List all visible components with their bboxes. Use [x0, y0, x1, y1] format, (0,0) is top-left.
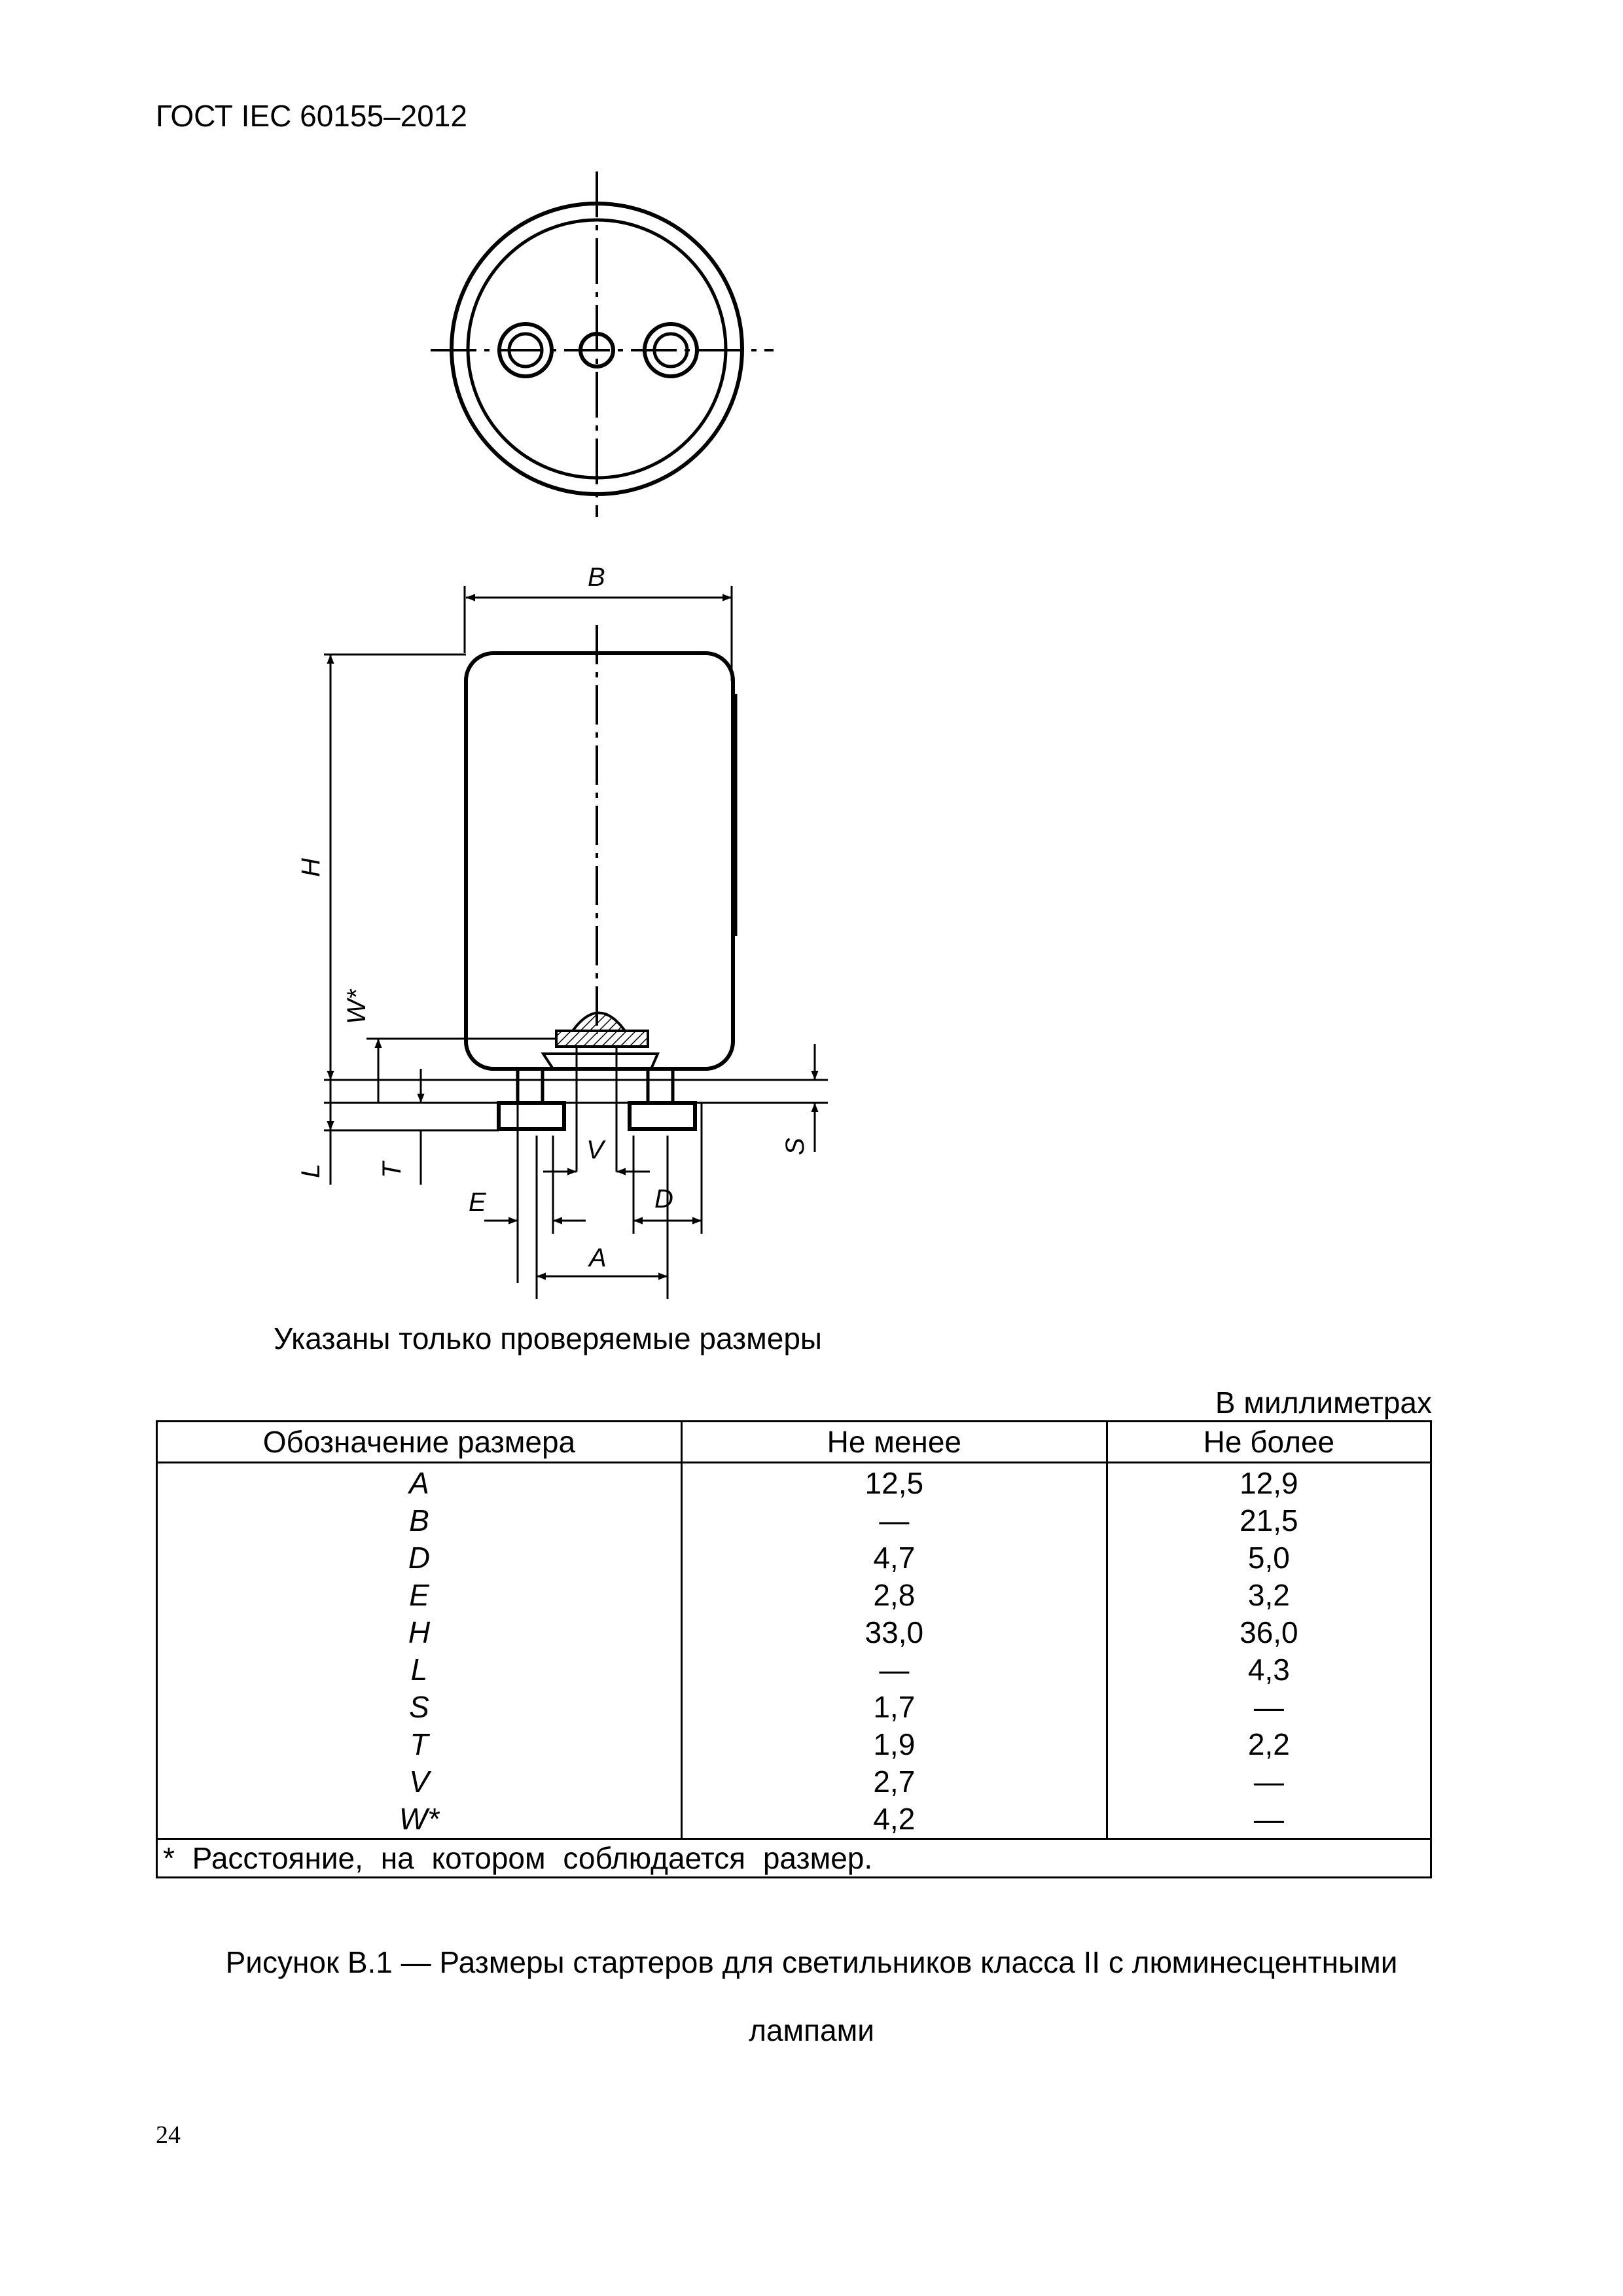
footnote-row [157, 1839, 1431, 1878]
cell-min: 1,9 [681, 1726, 1107, 1763]
cell-max: 36,0 [1107, 1614, 1431, 1651]
caption-line-2: лампами [749, 2013, 874, 2047]
cell-symbol: D [157, 1539, 682, 1577]
cell-max: — [1107, 1689, 1431, 1726]
label-E: E [469, 1188, 486, 1217]
caption-line-1: Рисунок В.1 — Размеры стартеров для светильников класса II с люминесцентными [225, 1945, 1398, 1979]
table-row [157, 1614, 1431, 1651]
right-pin-head [630, 1103, 695, 1129]
base-plate [543, 1054, 658, 1069]
table-footnote: * Расстояние, на котором соблюдается размер. [157, 1839, 1431, 1878]
cell-max: 4,3 [1107, 1651, 1431, 1689]
table-body [157, 1463, 1431, 1839]
units-label: В миллиметрах [1215, 1386, 1432, 1420]
left-pin-shank [518, 1069, 543, 1103]
cell-symbol: W* [157, 1801, 682, 1839]
insulation-plate [556, 1031, 648, 1047]
cell-min: 4,7 [681, 1539, 1107, 1577]
header-designation: Обозначение размера [157, 1422, 682, 1463]
base-dome [573, 1013, 625, 1031]
cell-max: 21,5 [1107, 1502, 1431, 1539]
figure-note: Указаны только проверяемые размеры [274, 1321, 822, 1355]
cell-symbol: H [157, 1614, 682, 1651]
cell-min: 2,7 [681, 1763, 1107, 1801]
header-max: Не более [1107, 1422, 1431, 1463]
cell-min: — [681, 1502, 1107, 1539]
table-row [157, 1801, 1431, 1839]
table-row [157, 1726, 1431, 1763]
cell-max: 2,2 [1107, 1726, 1431, 1763]
cell-max: 3,2 [1107, 1577, 1431, 1614]
top-view [431, 171, 774, 517]
cell-symbol: B [157, 1502, 682, 1539]
label-A: A [589, 1244, 607, 1272]
table-row [157, 1539, 1431, 1577]
cell-symbol: S [157, 1689, 682, 1726]
document-header: ГОСТ IEC 60155–2012 [156, 99, 467, 133]
label-S: S [781, 1138, 810, 1155]
cell-symbol: T [157, 1726, 682, 1763]
label-L: L [296, 1163, 325, 1178]
label-D: D [654, 1185, 673, 1213]
header-min: Не менее [681, 1422, 1107, 1463]
label-B: B [588, 563, 605, 592]
dimension-lines [324, 586, 828, 1299]
label-H: H [296, 858, 325, 877]
cell-max: — [1107, 1763, 1431, 1801]
table-row [157, 1577, 1431, 1614]
page-number: 24 [156, 2121, 181, 2149]
cell-min: 12,5 [681, 1463, 1107, 1503]
cell-symbol: L [157, 1651, 682, 1689]
table-row [157, 1689, 1431, 1726]
cell-symbol: A [157, 1463, 682, 1503]
cell-max: — [1107, 1801, 1431, 1839]
cell-min: 1,7 [681, 1689, 1107, 1726]
table-row [157, 1463, 1431, 1503]
cell-min: 33,0 [681, 1614, 1107, 1651]
cell-max: 12,9 [1107, 1463, 1431, 1503]
side-view [466, 625, 734, 1172]
cell-symbol: E [157, 1577, 682, 1614]
table-row [157, 1763, 1431, 1801]
table-row [157, 1502, 1431, 1539]
dimensions-table [156, 1420, 1432, 1878]
cell-min: 4,2 [681, 1801, 1107, 1839]
left-pin-head [499, 1103, 564, 1129]
label-V: V [586, 1136, 604, 1164]
starter-body [466, 653, 733, 1069]
cell-min: — [681, 1651, 1107, 1689]
right-pin-shank [648, 1069, 673, 1103]
table-header-row [157, 1422, 1431, 1463]
cell-max: 5,0 [1107, 1539, 1431, 1577]
cell-symbol: V [157, 1763, 682, 1801]
table-row [157, 1651, 1431, 1689]
label-W: W* [342, 989, 371, 1024]
figure-caption [156, 1928, 1467, 2064]
label-T: T [378, 1162, 406, 1178]
cell-min: 2,8 [681, 1577, 1107, 1614]
